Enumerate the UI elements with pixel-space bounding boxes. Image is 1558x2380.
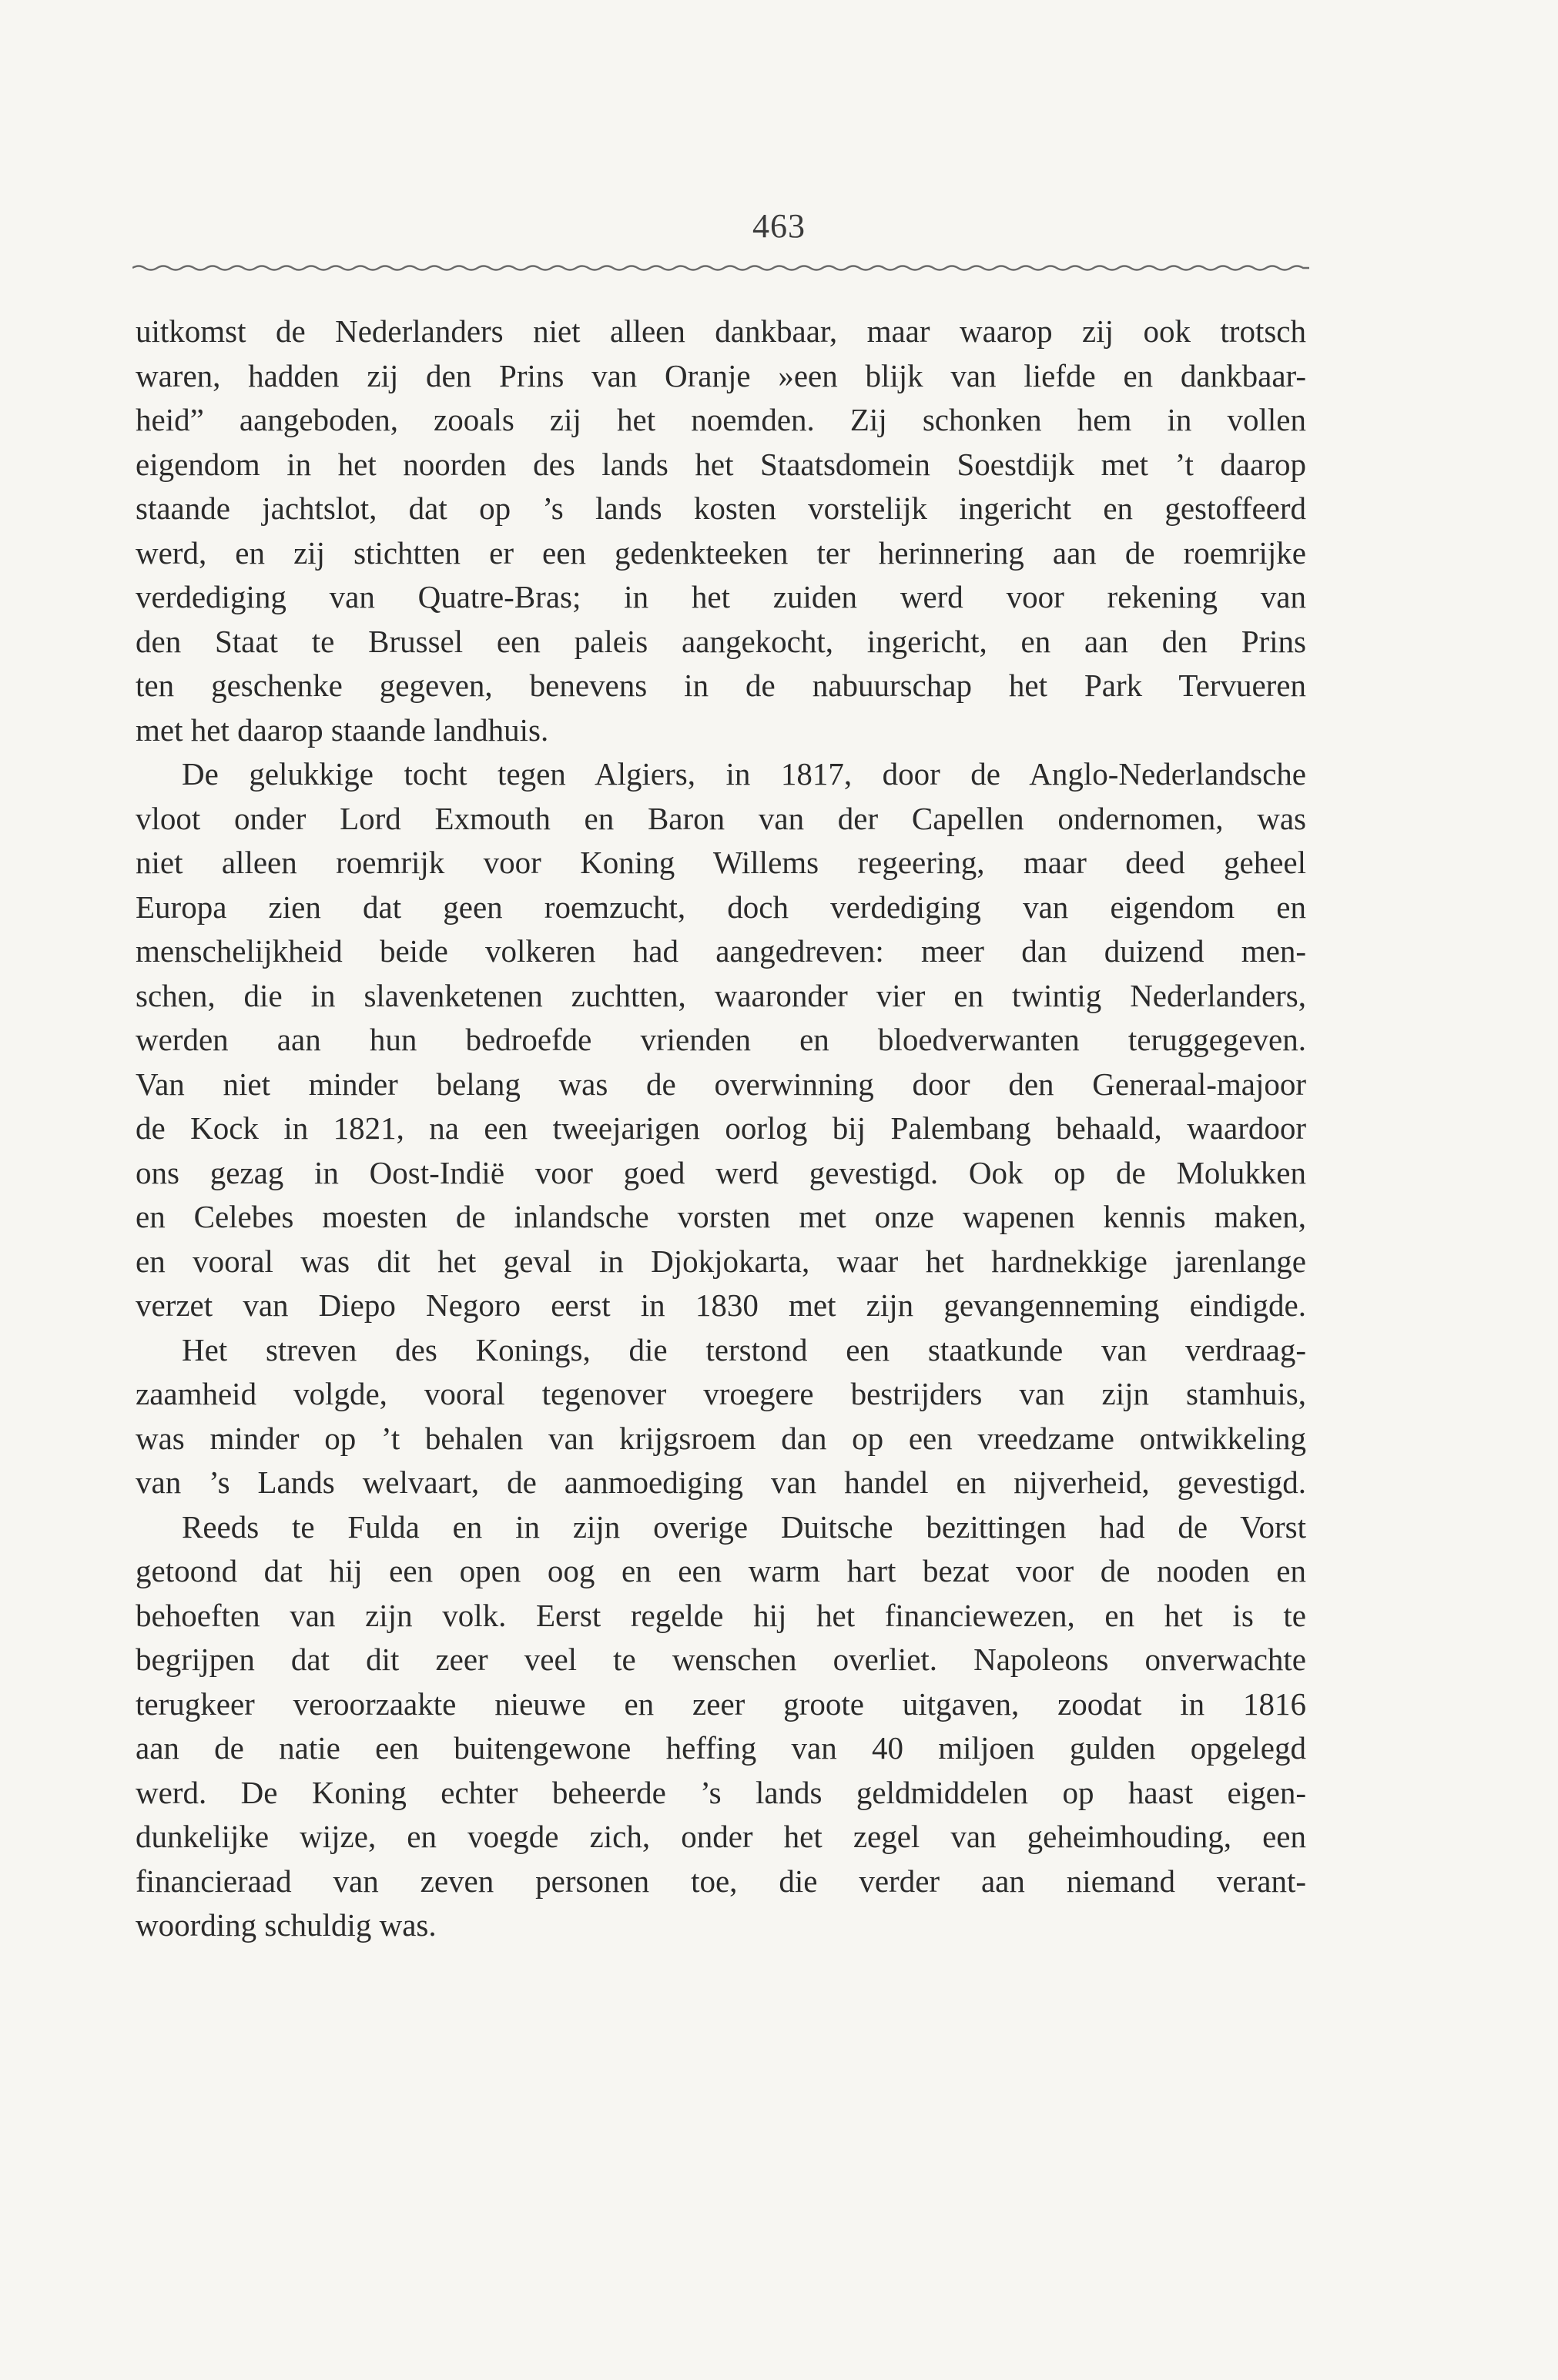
text-line: werden aan hun bedroefde vrienden en bloedverwanten teruggegeven. bbox=[136, 1022, 1306, 1057]
text-line: heid” aangeboden, zooals zij het noemden. Zij schonken hem in vollen bbox=[136, 402, 1306, 437]
text-line: getoond dat hij een open oog en een warm hart bezat voor de nooden en bbox=[136, 1553, 1306, 1588]
page-number: 463 bbox=[752, 207, 806, 245]
text-line: dunkelijke wijze, en voegde zich, onder het zegel van geheimhouding, een bbox=[136, 1819, 1306, 1854]
text-line: woording schuldig was. bbox=[136, 1907, 437, 1943]
text-line: ten geschenke gegeven, benevens in de nabuurschap het Park Tervueren bbox=[136, 668, 1306, 703]
text-line: met het daarop staande landhuis. bbox=[136, 711, 549, 748]
text-line: werd, en zij stichtten er een gedenkteeken ter herinnering aan de roemrijke bbox=[136, 534, 1306, 571]
header-wavy-rule bbox=[132, 263, 1309, 273]
text-line: begrijpen dat dit zeer veel te wenschen overliet. Napoleons onverwachte bbox=[136, 1642, 1306, 1677]
text-line: behoeften van zijn volk. Eerst regelde hij het financiewezen, en het is te bbox=[136, 1597, 1306, 1633]
text-line: uitkomst de Nederlanders niet alleen dankbaar, maar waarop zij ook trotsch bbox=[136, 313, 1306, 349]
text-line: Van niet minder belang was de overwinning door den Generaal-majoor bbox=[136, 1066, 1306, 1102]
text-line: aan de natie een buitengewone heffing van 40 miljoen gulden opgelegd bbox=[136, 1730, 1306, 1766]
text-line: en Celebes moesten de inlandsche vorsten met onze wapenen kennis maken, bbox=[136, 1199, 1306, 1234]
text-line: Reeds te Fulda en in zijn overige Duitsche bezittingen had de Vorst bbox=[182, 1508, 1306, 1545]
text-line: vloot onder Lord Exmouth en Baron van der Capellen ondernomen, was bbox=[136, 800, 1306, 836]
text-line: eigendom in het noorden des lands het Staatsdomein Soestdijk met ’t daarop bbox=[136, 446, 1306, 482]
text-line: werd. De Koning echter beheerde ’s lands geldmiddelen op haast eigen- bbox=[136, 1774, 1306, 1810]
body-text bbox=[136, 310, 1306, 1948]
text-line: De gelukkige tocht tegen Algiers, in 1817, door de Anglo-Nederlandsche bbox=[182, 756, 1306, 792]
text-line: Het streven des Konings, die terstond een staatkunde van verdraag- bbox=[182, 1331, 1306, 1367]
text-line: den Staat te Brussel een paleis aangekocht, ingericht, en aan den Prins bbox=[136, 623, 1306, 659]
text-line: financieraad van zeven personen toe, die verder aan niemand verant- bbox=[136, 1863, 1306, 1899]
text-line: zaamheid volgde, vooral tegenover vroegere bestrijders van zijn stamhuis, bbox=[136, 1376, 1306, 1411]
text-line: waren, hadden zij den Prins van Oranje »een blijk van liefde en dankbaar- bbox=[136, 357, 1306, 393]
text-line: Europa zien dat geen roemzucht, doch verdediging van eigendom en bbox=[136, 889, 1306, 925]
text-line: schen, die in slavenketenen zuchtten, waaronder vier en twintig Nederlanders, bbox=[136, 977, 1306, 1013]
text-line: niet alleen roemrijk voor Koning Willems regeering, maar deed geheel bbox=[136, 845, 1306, 880]
text-line: de Kock in 1821, na een tweejarigen oorlog bij Palembang behaald, waardoor bbox=[136, 1110, 1306, 1146]
text-line: verzet van Diepo Negoro eerst in 1830 met zijn gevangenneming eindigde. bbox=[136, 1287, 1306, 1323]
text-line: van ’s Lands welvaart, de aanmoediging van handel en nijverheid, gevestigd. bbox=[136, 1464, 1306, 1500]
text-line: staande jachtslot, dat op ’s lands kosten vorstelijk ingericht en gestoffeerd bbox=[136, 490, 1306, 526]
text-line: terugkeer veroorzaakte nieuwe en zeer groote uitgaven, zoodat in 1816 bbox=[136, 1685, 1306, 1722]
text-line: en vooral was dit het geval in Djokjokarta, waar het hardnekkige jarenlange bbox=[136, 1243, 1306, 1279]
text-line: was minder op ’t behalen van krijgsroem dan op een vreedzame ontwikkeling bbox=[136, 1420, 1306, 1456]
text-line: verdediging van Quatre-Bras; in het zuiden werd voor rekening van bbox=[136, 579, 1306, 614]
text-line: ons gezag in Oost-Indië voor goed werd gevestigd. Ook op de Molukken bbox=[136, 1154, 1306, 1190]
text-line: menschelijkheid beide volkeren had aangedreven: meer dan duizend men- bbox=[136, 933, 1306, 969]
